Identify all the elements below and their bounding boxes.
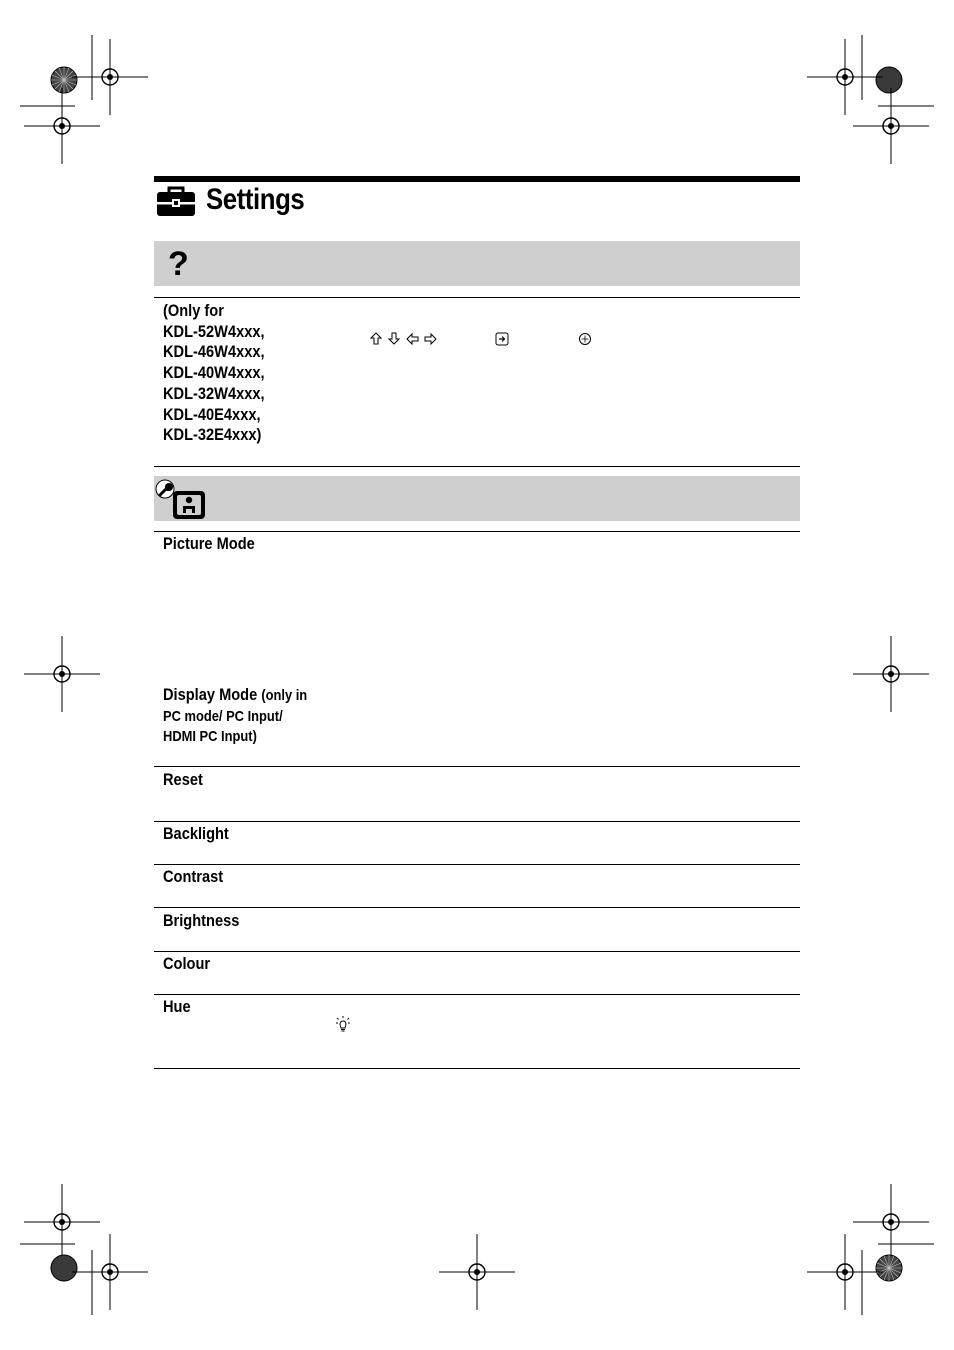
item-brightness: Brightness bbox=[163, 911, 240, 930]
hint-lightbulb-icon bbox=[335, 1015, 351, 1033]
section-rule bbox=[154, 531, 800, 532]
model-note bbox=[163, 301, 265, 446]
model-note-line: KDL-46W4xxx, bbox=[163, 342, 265, 362]
model-note-line: KDL-40W4xxx, bbox=[163, 363, 265, 383]
row-rule bbox=[154, 951, 800, 952]
arrow-up-icon bbox=[370, 332, 382, 345]
item-contrast: Contrast bbox=[163, 867, 224, 886]
model-note-line: KDL-32E4xxx) bbox=[163, 425, 262, 445]
model-note-line: KDL-40E4xxx, bbox=[163, 404, 261, 424]
item-display-mode-note: PC mode/ PC Input/ bbox=[163, 707, 283, 725]
item-colour: Colour bbox=[163, 954, 211, 973]
section-rule bbox=[154, 466, 800, 467]
item-display-mode-note: HDMI PC Input) bbox=[163, 728, 257, 746]
section-band-picture bbox=[154, 476, 800, 521]
item-picture-mode: Picture Mode bbox=[163, 534, 255, 553]
item-backlight: Backlight bbox=[163, 824, 229, 843]
enter-icon bbox=[495, 332, 509, 346]
item-display-mode-note: (only in bbox=[261, 687, 308, 704]
page-title: Settings bbox=[206, 183, 305, 216]
header-rule bbox=[154, 176, 800, 182]
section-rule bbox=[154, 297, 800, 298]
item-display-mode-label: Display Mode bbox=[163, 685, 258, 704]
model-note-line: (Only for bbox=[163, 301, 224, 320]
item-reset: Reset bbox=[163, 770, 203, 789]
question-mark-icon: ? bbox=[168, 245, 189, 283]
item-display-mode bbox=[163, 685, 307, 748]
arrow-down-icon bbox=[388, 332, 400, 345]
picture-settings-icon bbox=[155, 479, 207, 521]
row-rule bbox=[154, 907, 800, 908]
section-band-help bbox=[154, 241, 800, 286]
row-rule bbox=[154, 821, 800, 822]
row-rule bbox=[154, 994, 800, 995]
row-rule bbox=[154, 864, 800, 865]
ok-circle-icon bbox=[578, 332, 592, 346]
arrow-left-icon bbox=[406, 333, 419, 345]
arrow-right-icon bbox=[424, 333, 437, 345]
section-end-rule bbox=[154, 1068, 800, 1069]
model-note-line: KDL-32W4xxx, bbox=[163, 383, 265, 403]
item-hue: Hue bbox=[163, 997, 191, 1016]
toolbox-icon bbox=[156, 186, 196, 218]
row-rule bbox=[154, 766, 800, 767]
model-note-line: KDL-52W4xxx, bbox=[163, 321, 265, 341]
